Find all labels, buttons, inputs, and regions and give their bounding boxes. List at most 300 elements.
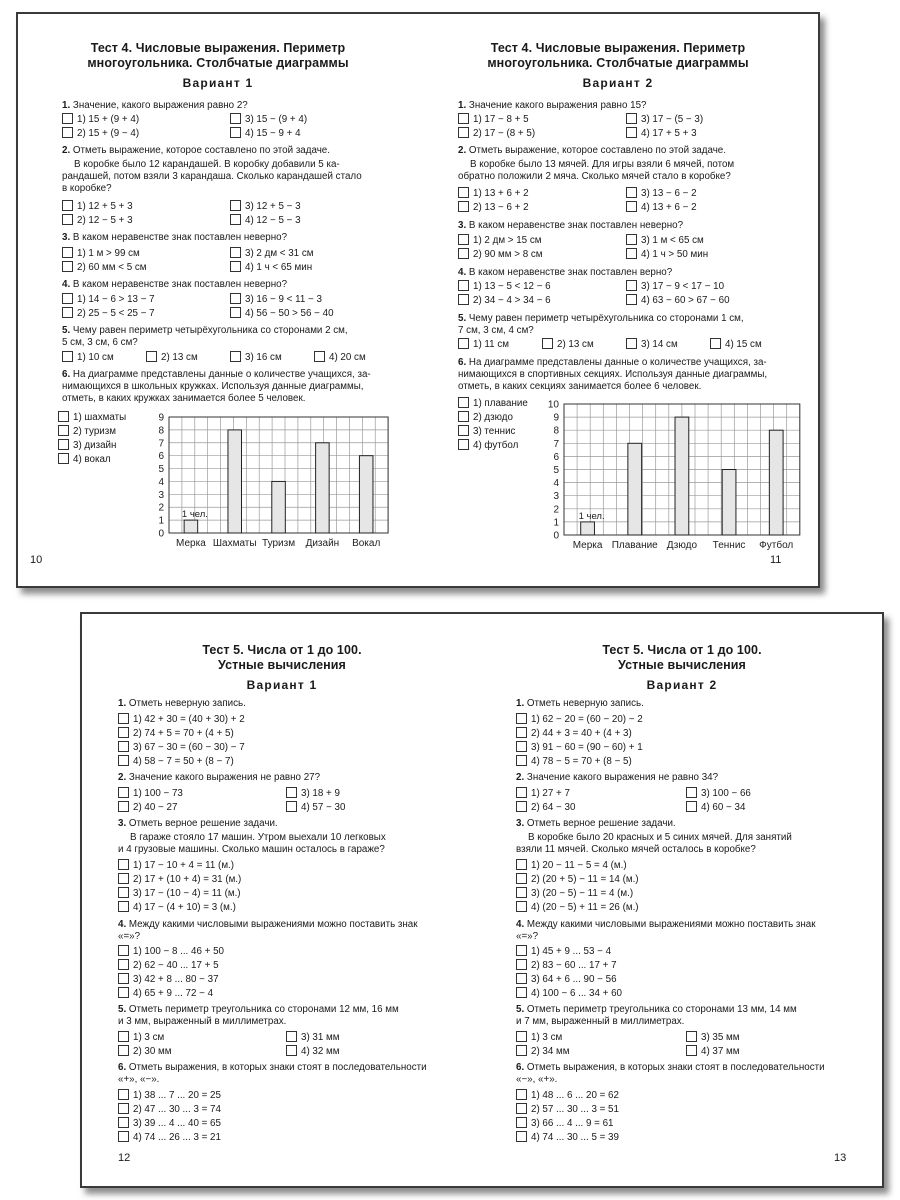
answer-option[interactable]: 4) 20 см xyxy=(314,351,366,364)
checkbox[interactable] xyxy=(118,945,129,956)
checkbox[interactable] xyxy=(626,294,637,305)
answer-option[interactable]: 4) 1 ч < 65 мин xyxy=(230,261,312,274)
x-tick-label: Вокал xyxy=(352,538,381,549)
answer-option[interactable]: 4) 37 мм xyxy=(686,1045,740,1058)
checkbox[interactable] xyxy=(58,411,69,422)
test-title-line-2: многоугольника. Столбчатые диаграммы xyxy=(487,56,749,70)
answer-option[interactable]: 2) 40 − 27 xyxy=(118,801,177,814)
answer-option[interactable]: 4) 17 − (4 + 10) = 3 (м.) xyxy=(118,901,236,914)
bar xyxy=(359,456,373,533)
question-2: 2. Отметь выражение, которое составлено по этой задаче. xyxy=(458,145,726,156)
checkbox[interactable] xyxy=(458,127,469,138)
answer-option[interactable]: 4) 1 ч > 50 мин xyxy=(626,248,708,261)
answer-option[interactable]: 2) 25 − 5 < 25 − 7 xyxy=(62,307,155,320)
question-text: нимающихся в школьных кружках. Используя данные диаграммы, xyxy=(62,381,364,392)
question-5: 5. Отметь периметр треугольника со сторонами 13 мм, 14 мм xyxy=(516,1004,797,1015)
bar-chart-sports xyxy=(538,396,808,551)
answer-option[interactable]: 3) 12 + 5 − 3 xyxy=(230,200,301,213)
answer-option[interactable]: 2) дзюдо xyxy=(458,411,513,424)
checkbox[interactable] xyxy=(118,887,129,898)
answer-option[interactable]: 1) 10 см xyxy=(62,351,114,364)
answer-option[interactable]: 1) плавание xyxy=(458,397,528,410)
test-title-line-2: Устные вычисления xyxy=(218,658,346,672)
test-title xyxy=(418,41,818,71)
test-title-line-1: Тест 5. Числа от 1 до 100. xyxy=(202,643,362,657)
bar xyxy=(581,522,595,535)
bar xyxy=(769,430,783,535)
answer-option[interactable]: 1) 48 ... 6 ... 20 = 62 xyxy=(516,1089,619,1102)
y-tick-label: 3 xyxy=(158,489,164,501)
answer-option[interactable]: 1) 13 − 5 < 12 − 6 xyxy=(458,280,551,293)
answer-option[interactable]: 2) 34 − 4 > 34 − 6 xyxy=(458,294,551,307)
checkbox[interactable] xyxy=(230,200,241,211)
answer-option[interactable]: 3) 13 − 6 − 2 xyxy=(626,187,697,200)
checkbox[interactable] xyxy=(62,214,73,225)
test-title xyxy=(18,41,418,71)
answer-option[interactable]: 3) 35 мм xyxy=(686,1031,740,1044)
task-text: В гараже стояло 17 машин. Утром выехали 10 легковых xyxy=(130,832,386,843)
question-1: 1. Отметь неверную запись. xyxy=(118,698,246,709)
question-text: и 7 мм, выраженный в миллиметрах. xyxy=(516,1016,685,1027)
answer-option[interactable]: 1) 15 + (9 + 4) xyxy=(62,113,139,126)
checkbox[interactable] xyxy=(286,801,297,812)
x-tick-label: Футбол xyxy=(759,540,794,551)
answer-option[interactable]: 4) 15 − 9 + 4 xyxy=(230,127,301,140)
x-tick-label: Дзюдо xyxy=(666,540,698,551)
answer-option[interactable]: 3) 1 м < 65 см xyxy=(626,234,704,247)
question-6: 6. На диаграмме представлены данные о количестве учащихся, за- xyxy=(62,369,371,380)
checkbox[interactable] xyxy=(458,201,469,212)
checkbox[interactable] xyxy=(626,280,637,291)
task-text: В коробке было 20 красных и 5 синих мячей. Для занятий xyxy=(528,832,792,843)
answer-option[interactable]: 2) 62 − 40 ... 17 + 5 xyxy=(118,959,219,972)
checkbox[interactable] xyxy=(230,293,241,304)
checkbox[interactable] xyxy=(62,127,73,138)
question-4: 4. Между какими числовыми выражениями можно поставить знак xyxy=(118,919,418,930)
answer-option[interactable]: 1) 62 − 20 = (60 − 20) − 2 xyxy=(516,713,643,726)
x-tick-label: Мерка xyxy=(572,540,603,551)
checkbox[interactable] xyxy=(62,351,73,362)
answer-option[interactable]: 4) (20 − 5) + 11 = 26 (м.) xyxy=(516,901,639,914)
checkbox[interactable] xyxy=(230,113,241,124)
checkbox[interactable] xyxy=(516,713,527,724)
checkbox[interactable] xyxy=(62,200,73,211)
checkbox[interactable] xyxy=(626,187,637,198)
question-text: отметь, в каких кружках занимается более 5 человек. xyxy=(62,393,306,404)
checkbox[interactable] xyxy=(118,873,129,884)
checkbox[interactable] xyxy=(58,425,69,436)
y-tick-label: 8 xyxy=(553,425,559,437)
task-text: в коробке? xyxy=(62,183,112,194)
checkbox[interactable] xyxy=(516,755,527,766)
answer-option[interactable]: 2) 12 − 5 + 3 xyxy=(62,214,133,227)
answer-option[interactable]: 2) 47 ... 30 ... 3 = 74 xyxy=(118,1103,221,1116)
question-3: 3. В каком неравенстве знак поставлен неверно? xyxy=(62,232,288,243)
checkbox[interactable] xyxy=(686,801,697,812)
workbook-spread-test-4 xyxy=(16,12,820,588)
answer-option[interactable]: 4) 60 − 34 xyxy=(686,801,745,814)
test-title xyxy=(482,643,882,673)
checkbox[interactable] xyxy=(118,727,129,738)
answer-option[interactable]: 1) 45 + 9 ... 53 − 4 xyxy=(516,945,611,958)
checkbox[interactable] xyxy=(118,1131,129,1142)
checkbox[interactable] xyxy=(458,425,469,436)
bar xyxy=(228,430,242,533)
question-3: 3. В каком неравенстве знак поставлен неверно? xyxy=(458,220,684,231)
y-tick-label: 4 xyxy=(553,478,559,490)
y-tick-label: 7 xyxy=(553,438,559,450)
answer-option[interactable]: 4) футбол xyxy=(458,439,518,452)
checkbox[interactable] xyxy=(516,973,527,984)
variant-label: Вариант 1 xyxy=(182,76,254,90)
answer-option[interactable]: 3) 100 − 66 xyxy=(686,787,751,800)
y-tick-label: 6 xyxy=(158,451,164,463)
question-2: 2. Отметь выражение, которое составлено по этой задаче. xyxy=(62,145,330,156)
question-text: отметь, в каких секциях занимается более 6 человек. xyxy=(458,381,702,392)
y-tick-label: 1 xyxy=(553,517,559,529)
x-tick-label: Плавание xyxy=(611,540,658,551)
y-tick-label: 9 xyxy=(553,412,559,424)
answer-option[interactable]: 3) 18 + 9 xyxy=(286,787,340,800)
answer-option[interactable]: 2) 13 − 6 + 2 xyxy=(458,201,529,214)
bar-annotation: 1 чел. xyxy=(578,510,605,522)
page-number: 12 xyxy=(118,1152,131,1164)
checkbox[interactable] xyxy=(286,1045,297,1056)
answer-option[interactable]: 3) 17 − (10 − 4) = 11 (м.) xyxy=(118,887,241,900)
answer-option[interactable]: 1) 27 + 7 xyxy=(516,787,570,800)
question-5: 5. Чему равен периметр четырёхугольника со сторонами 2 см, xyxy=(62,325,348,336)
answer-option[interactable]: 2) 74 + 5 = 70 + (4 + 5) xyxy=(118,727,234,740)
answer-option[interactable]: 1) 1 м > 99 см xyxy=(62,247,140,260)
checkbox[interactable] xyxy=(62,261,73,272)
answer-option[interactable]: 4) 57 − 30 xyxy=(286,801,345,814)
test-title-line-1: Тест 5. Числа от 1 до 100. xyxy=(602,643,762,657)
checkbox[interactable] xyxy=(62,113,73,124)
y-tick-label: 5 xyxy=(553,465,559,476)
answer-option[interactable]: 1) 100 − 73 xyxy=(118,787,183,800)
answer-option[interactable]: 1) 3 см xyxy=(516,1031,562,1044)
question-text: нимающихся в спортивных секциях. Используя данные диаграммы, xyxy=(458,369,768,380)
answer-option[interactable]: 2) 90 мм > 8 см xyxy=(458,248,543,261)
answer-option[interactable]: 3) 17 − (5 − 3) xyxy=(626,113,703,126)
checkbox[interactable] xyxy=(516,887,527,898)
question-6: 6. Отметь выражения, в которых знаки стоят в последовательности xyxy=(516,1062,825,1073)
question-4: 4. Между какими числовыми выражениями можно поставить знак xyxy=(516,919,816,930)
y-tick-label: 0 xyxy=(553,530,559,542)
checkbox[interactable] xyxy=(118,713,129,724)
y-tick-label: 7 xyxy=(158,438,164,450)
answer-option[interactable]: 4) вокал xyxy=(58,453,111,466)
checkbox[interactable] xyxy=(458,113,469,124)
question-4: 4. В каком неравенстве знак поставлен неверно? xyxy=(62,279,288,290)
checkbox[interactable] xyxy=(230,261,241,272)
x-tick-label: Мерка xyxy=(176,538,206,549)
checkbox[interactable] xyxy=(118,1031,129,1042)
test-title xyxy=(82,643,482,673)
checkbox[interactable] xyxy=(516,873,527,884)
y-tick-label: 1 xyxy=(158,515,164,527)
question-6: 6. На диаграмме представлены данные о количестве учащихся, за- xyxy=(458,357,767,368)
checkbox[interactable] xyxy=(118,959,129,970)
answer-option[interactable]: 2) 13 см xyxy=(146,351,198,364)
checkbox[interactable] xyxy=(516,901,527,912)
checkbox[interactable] xyxy=(516,1103,527,1114)
answer-option[interactable]: 1) 14 − 6 > 13 − 7 xyxy=(62,293,155,306)
answer-option[interactable]: 4) 13 + 6 − 2 xyxy=(626,201,697,214)
answer-option[interactable]: 4) 58 − 7 = 50 + (8 − 7) xyxy=(118,755,234,768)
y-tick-label: 3 xyxy=(553,491,559,503)
page-11 xyxy=(418,14,818,586)
checkbox[interactable] xyxy=(230,351,241,362)
question-1: 1. Отметь неверную запись. xyxy=(516,698,644,709)
question-text: «+», «−». xyxy=(118,1074,160,1085)
checkbox[interactable] xyxy=(516,787,527,798)
checkbox[interactable] xyxy=(118,801,129,812)
checkbox[interactable] xyxy=(686,1031,697,1042)
task-text: обратно положили 2 мяча. Сколько мячей стало в коробке? xyxy=(458,171,731,182)
y-tick-label: 9 xyxy=(158,412,164,424)
answer-option[interactable]: 1) 13 + 6 + 2 xyxy=(458,187,529,200)
checkbox[interactable] xyxy=(118,787,129,798)
answer-option[interactable]: 4) 74 ... 30 ... 5 = 39 xyxy=(516,1131,619,1144)
x-tick-label: Туризм xyxy=(262,538,296,549)
answer-option[interactable]: 1) 12 + 5 + 3 xyxy=(62,200,133,213)
answer-option[interactable]: 2) 15 + (9 − 4) xyxy=(62,127,139,140)
checkbox[interactable] xyxy=(458,248,469,259)
checkbox[interactable] xyxy=(686,1045,697,1056)
question-text: «=»? xyxy=(118,931,141,942)
answer-option[interactable]: 3) 17 − 9 < 17 − 10 xyxy=(626,280,724,293)
x-tick-label: Дизайн xyxy=(305,538,340,549)
task-text: В коробке было 12 карандашей. В коробку добавили 5 ка- xyxy=(74,159,340,170)
checkbox[interactable] xyxy=(516,801,527,812)
checkbox[interactable] xyxy=(118,973,129,984)
answer-option[interactable]: 1) 2 дм > 15 см xyxy=(458,234,541,247)
answer-option[interactable]: 3) 15 − (9 + 4) xyxy=(230,113,307,126)
variant-label: Вариант 2 xyxy=(582,76,654,90)
checkbox[interactable] xyxy=(146,351,157,362)
workbook-spread-test-5 xyxy=(80,612,884,1188)
question-text: 7 см, 3 см, 4 см? xyxy=(458,325,534,336)
checkbox[interactable] xyxy=(710,338,721,349)
checkbox[interactable] xyxy=(516,987,527,998)
answer-option[interactable]: 4) 32 мм xyxy=(286,1045,340,1058)
answer-option[interactable]: 4) 65 + 9 ... 72 − 4 xyxy=(118,987,213,1000)
checkbox[interactable] xyxy=(542,338,553,349)
checkbox[interactable] xyxy=(62,247,73,258)
checkbox[interactable] xyxy=(626,127,637,138)
variant-label: Вариант 1 xyxy=(246,678,318,692)
checkbox[interactable] xyxy=(118,1089,129,1100)
page-number: 10 xyxy=(30,554,43,566)
question-5: 5. Отметь периметр треугольника со сторонами 12 мм, 16 мм xyxy=(118,1004,399,1015)
checkbox[interactable] xyxy=(458,294,469,305)
answer-option[interactable]: 2) (20 + 5) − 11 = 14 (м.) xyxy=(516,873,639,886)
answer-option[interactable]: 2) 30 мм xyxy=(118,1045,172,1058)
checkbox[interactable] xyxy=(230,307,241,318)
checkbox[interactable] xyxy=(516,859,527,870)
checkbox[interactable] xyxy=(118,755,129,766)
checkbox[interactable] xyxy=(62,307,73,318)
answer-option[interactable]: 2) туризм xyxy=(58,425,116,438)
test-title-line-2: Устные вычисления xyxy=(618,658,746,672)
question-text: «=»? xyxy=(516,931,539,942)
checkbox[interactable] xyxy=(458,280,469,291)
question-2: 2. Значение какого выражения не равно 27? xyxy=(118,772,321,783)
answer-option[interactable]: 3) 39 ... 4 ... 40 = 65 xyxy=(118,1117,221,1130)
checkbox[interactable] xyxy=(286,787,297,798)
checkbox[interactable] xyxy=(314,351,325,362)
y-tick-label: 10 xyxy=(547,399,559,411)
answer-option[interactable]: 1) 42 + 30 = (40 + 30) + 2 xyxy=(118,713,245,726)
checkbox[interactable] xyxy=(118,859,129,870)
question-6: 6. Отметь выражения, в которых знаки стоят в последовательности xyxy=(118,1062,427,1073)
checkbox[interactable] xyxy=(516,727,527,738)
answer-option[interactable]: 4) 56 − 50 > 56 − 40 xyxy=(230,307,334,320)
checkbox[interactable] xyxy=(626,234,637,245)
checkbox[interactable] xyxy=(626,113,637,124)
checkbox[interactable] xyxy=(458,397,469,408)
x-tick-label: Теннис xyxy=(712,540,746,551)
answer-option[interactable]: 2) 64 − 30 xyxy=(516,801,575,814)
answer-option[interactable]: 3) 66 ... 4 ... 9 = 61 xyxy=(516,1117,614,1130)
question-text: «−», «+». xyxy=(516,1074,558,1085)
checkbox[interactable] xyxy=(230,127,241,138)
checkbox[interactable] xyxy=(118,901,129,912)
answer-option[interactable]: 3) 16 см xyxy=(230,351,282,364)
answer-option[interactable]: 3) теннис xyxy=(458,425,515,438)
answer-option[interactable]: 1) шахматы xyxy=(58,411,126,424)
checkbox[interactable] xyxy=(516,1031,527,1042)
question-3: 3. Отметь верное решение задачи. xyxy=(118,818,278,829)
checkbox[interactable] xyxy=(58,453,69,464)
answer-option[interactable]: 4) 12 − 5 − 3 xyxy=(230,214,301,227)
task-text: взяли 11 мячей. Сколько мячей осталось в коробке? xyxy=(516,844,756,855)
checkbox[interactable] xyxy=(458,234,469,245)
checkbox[interactable] xyxy=(118,1117,129,1128)
checkbox[interactable] xyxy=(458,439,469,450)
answer-option[interactable]: 1) 38 ... 7 ... 20 = 25 xyxy=(118,1089,221,1102)
answer-option[interactable]: 3) 31 мм xyxy=(286,1031,340,1044)
answer-option[interactable]: 1) 17 − 10 + 4 = 11 (м.) xyxy=(118,859,234,872)
checkbox[interactable] xyxy=(118,741,129,752)
answer-option[interactable]: 2) 57 ... 30 ... 3 = 51 xyxy=(516,1103,619,1116)
checkbox[interactable] xyxy=(230,214,241,225)
page-13 xyxy=(482,614,882,1186)
answer-option[interactable]: 2) 44 + 3 = 40 + (4 + 3) xyxy=(516,727,632,740)
answer-option[interactable]: 3) 67 − 30 = (60 − 30) − 7 xyxy=(118,741,245,754)
bar xyxy=(184,520,198,533)
y-tick-label: 6 xyxy=(553,451,559,463)
answer-option[interactable]: 4) 63 − 60 > 67 − 60 xyxy=(626,294,730,307)
question-1 xyxy=(62,100,248,112)
bar-annotation: 1 чел. xyxy=(181,509,208,521)
answer-option[interactable]: 3) (20 − 5) − 11 = 4 (м.) xyxy=(516,887,633,900)
checkbox[interactable] xyxy=(626,248,637,259)
checkbox[interactable] xyxy=(58,439,69,450)
checkbox[interactable] xyxy=(516,1045,527,1056)
answer-option[interactable]: 3) 14 см xyxy=(626,338,678,351)
checkbox[interactable] xyxy=(118,1103,129,1114)
checkbox[interactable] xyxy=(516,741,527,752)
answer-option[interactable]: 2) 34 мм xyxy=(516,1045,570,1058)
answer-option[interactable]: 1) 17 − 8 + 5 xyxy=(458,113,529,126)
answer-option[interactable]: 3) 16 − 9 < 11 − 3 xyxy=(230,293,322,306)
answer-option[interactable]: 1) 20 − 11 − 5 = 4 (м.) xyxy=(516,859,627,872)
checkbox[interactable] xyxy=(516,1131,527,1142)
answer-option[interactable]: 2) 17 + (10 + 4) = 31 (м.) xyxy=(118,873,241,886)
y-tick-label: 8 xyxy=(158,425,164,437)
answer-option[interactable]: 1) 11 см xyxy=(458,338,509,351)
answer-option[interactable]: 2) 60 мм < 5 см xyxy=(62,261,147,274)
question-5: 5. Чему равен периметр четырёхугольника со сторонами 1 см, xyxy=(458,313,744,324)
answer-option[interactable]: 3) дизайн xyxy=(58,439,116,452)
answer-option[interactable]: 4) 17 + 5 + 3 xyxy=(626,127,697,140)
task-text: В коробке было 13 мячей. Для игры взяли 6 мячей, потом xyxy=(470,159,735,170)
answer-option[interactable]: 4) 78 − 5 = 70 + (8 − 5) xyxy=(516,755,632,768)
checkbox[interactable] xyxy=(516,1089,527,1100)
task-text: и 4 грузовые машины. Сколько машин осталось в гараже? xyxy=(118,844,385,855)
y-tick-label: 2 xyxy=(553,504,559,516)
page-number: 13 xyxy=(834,1152,847,1164)
answer-option[interactable]: 4) 100 − 6 ... 34 + 60 xyxy=(516,987,622,1000)
answer-option[interactable]: 1) 100 − 8 ... 46 + 50 xyxy=(118,945,224,958)
task-text: рандашей, потом взяли 3 карандаша. Сколько карандашей стало xyxy=(62,171,362,182)
checkbox[interactable] xyxy=(626,201,637,212)
checkbox[interactable] xyxy=(458,338,469,349)
answer-option[interactable]: 2) 83 − 60 ... 17 + 7 xyxy=(516,959,617,972)
checkbox[interactable] xyxy=(458,411,469,422)
checkbox[interactable] xyxy=(118,987,129,998)
page-10 xyxy=(18,14,418,586)
checkbox[interactable] xyxy=(230,247,241,258)
question-number: 1. xyxy=(62,100,71,111)
x-tick-label: Шахматы xyxy=(212,538,257,549)
question-3: 3. Отметь верное решение задачи. xyxy=(516,818,676,829)
page-number: 11 xyxy=(770,554,782,566)
bar xyxy=(722,470,736,536)
answer-option[interactable]: 3) 64 + 6 ... 90 − 56 xyxy=(516,973,617,986)
answer-option[interactable]: 2) 17 − (8 + 5) xyxy=(458,127,535,140)
answer-option[interactable]: 3) 2 дм < 31 см xyxy=(230,247,313,260)
checkbox[interactable] xyxy=(458,187,469,198)
answer-option[interactable]: 4) 15 см xyxy=(710,338,762,351)
question-1: 1. Значение какого выражения равно 15? xyxy=(458,100,647,111)
checkbox[interactable] xyxy=(686,787,697,798)
answer-option[interactable]: 2) 13 см xyxy=(542,338,594,351)
question-text: и 3 мм, выраженный в миллиметрах. xyxy=(118,1016,287,1027)
answer-option[interactable]: 3) 42 + 8 ... 80 − 37 xyxy=(118,973,219,986)
y-tick-label: 4 xyxy=(158,476,164,488)
answer-option[interactable]: 1) 3 см xyxy=(118,1031,164,1044)
checkbox[interactable] xyxy=(118,1045,129,1056)
test-title-line-2: многоугольника. Столбчатые диаграммы xyxy=(87,56,349,70)
answer-option[interactable]: 4) 74 ... 26 ... 3 = 21 xyxy=(118,1131,221,1144)
checkbox[interactable] xyxy=(516,945,527,956)
checkbox[interactable] xyxy=(62,293,73,304)
answer-option[interactable]: 3) 91 − 60 = (90 − 60) + 1 xyxy=(516,741,643,754)
checkbox[interactable] xyxy=(516,959,527,970)
test-title-line-1: Тест 4. Числовые выражения. Периметр xyxy=(90,41,346,55)
checkbox[interactable] xyxy=(286,1031,297,1042)
checkbox[interactable] xyxy=(626,338,637,349)
bar xyxy=(316,443,330,533)
bar xyxy=(628,443,642,535)
checkbox[interactable] xyxy=(516,1117,527,1128)
question-2: 2. Значение какого выражения не равно 34? xyxy=(516,772,719,783)
bar xyxy=(675,417,689,535)
question-text: 5 см, 3 см, 6 см? xyxy=(62,337,138,348)
